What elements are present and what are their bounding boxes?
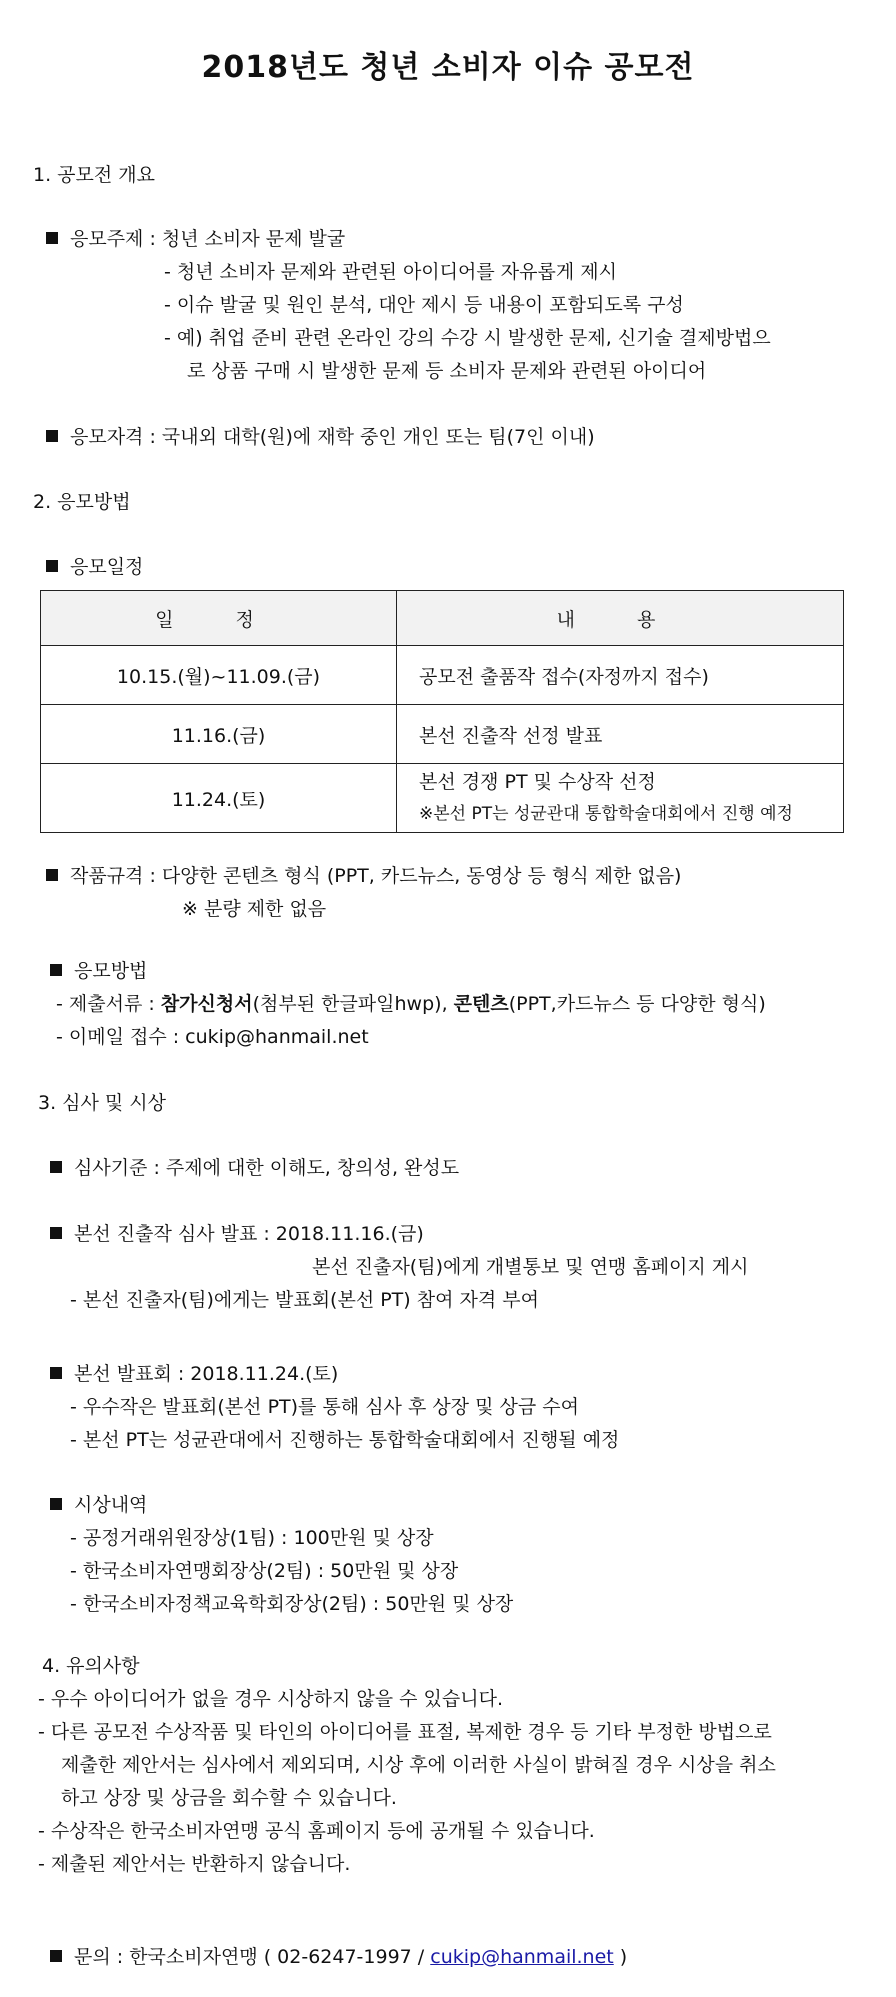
bullet-square-icon: [50, 1227, 62, 1239]
docs-mid: (첨부된 한글파일hwp),: [252, 993, 454, 1015]
topic-line: - 예) 취업 준비 관련 온라인 강의 수강 시 발생한 문제, 신기술 결제방법으: [164, 327, 771, 349]
contact-email-link[interactable]: cukip@hanmail.net: [430, 1946, 614, 1968]
schedule-content-main: 본선 경쟁 PT 및 수상작 선정: [419, 771, 656, 793]
schedule-content: 공모전 출품작 접수(자정까지 접수): [397, 646, 844, 705]
awards-label: 시상내역: [50, 1490, 147, 1517]
table-row: [41, 646, 844, 705]
schedule-label: 응모일정: [46, 552, 143, 579]
schedule-content: 본선 진출작 선정 발표: [397, 705, 844, 764]
contact: [50, 1942, 627, 1969]
schedule-content-note: ※본선 PT는 성균관대 통합학술대회에서 진행 예정: [419, 804, 793, 824]
presentation-line: - 우수작은 발표회(본선 PT)를 통해 심사 후 상장 및 상금 수여: [70, 1396, 579, 1418]
submission-docs: [56, 989, 766, 1016]
docs-content: 콘텐츠: [453, 993, 509, 1015]
bullet-square-icon: [50, 1950, 62, 1962]
bullet-square-icon: [50, 964, 62, 976]
contact-suffix: ): [613, 1946, 628, 1968]
bullet-square-icon: [46, 869, 58, 881]
notice-line: - 다른 공모전 수상작품 및 타인의 아이디어를 표절, 복제한 경우 등 기타 부정한 방법으로: [38, 1721, 772, 1743]
table-header-row: [41, 591, 844, 646]
table-row: [41, 764, 844, 833]
schedule-table: [40, 590, 844, 833]
bullet-square-icon: [50, 1367, 62, 1379]
bullet-square-icon: [46, 430, 58, 442]
submission-email: - 이메일 접수 : cukip@hanmail.net: [56, 1026, 369, 1048]
notice-line: - 수상작은 한국소비자연맹 공식 홈페이지 등에 공개될 수 있습니다.: [38, 1820, 595, 1842]
section-2-heading: 2. 응모방법: [33, 491, 131, 513]
schedule-date: 11.24.(토): [41, 764, 397, 833]
docs-tail: (PPT,카드뉴스 등 다양한 형식): [508, 993, 766, 1015]
notice-line: - 제출된 제안서는 반환하지 않습니다.: [38, 1853, 351, 1875]
eligibility: 응모자격 : 국내외 대학(원)에 재학 중인 개인 또는 팀(7인 이내): [46, 422, 595, 449]
finalist-right: - 본선 진출자(팀)에게는 발표회(본선 PT) 참여 자격 부여: [70, 1289, 539, 1311]
award-item: - 공정거래위원장상(1팀) : 100만원 및 상장: [70, 1527, 434, 1549]
topic-line: - 이슈 발굴 및 원인 분석, 대안 제시 등 내용이 포함되도록 구성: [164, 294, 684, 316]
notice-line: 제출한 제안서는 심사에서 제외되며, 시상 후에 이러한 사실이 밝혀질 경우 시상을 취소: [61, 1754, 776, 1776]
header-date: 일 정: [41, 591, 397, 646]
header-content: 내 용: [397, 591, 844, 646]
contact-prefix: 문의 : 한국소비자연맹 ( 02-6247-1997 /: [74, 1946, 431, 1968]
page-title: 2018년도 청년 소비자 이슈 공모전: [201, 50, 695, 85]
bullet-square-icon: [46, 560, 58, 572]
schedule-date: 10.15.(월)~11.09.(금): [41, 646, 397, 705]
docs-prefix: - 제출서류 :: [56, 993, 161, 1015]
bullet-square-icon: [50, 1161, 62, 1173]
finalist-notice: 본선 진출자(팀)에게 개별통보 및 연맹 홈페이지 게시: [312, 1256, 749, 1278]
spec-note: ※ 분량 제한 없음: [182, 898, 327, 920]
section-1-heading: 1. 공모전 개요: [33, 164, 155, 186]
docs-application: 참가신청서: [160, 993, 253, 1015]
topic-line: 로 상품 구매 시 발생한 문제 등 소비자 문제와 관련된 아이디어: [187, 360, 707, 382]
criteria: 심사기준 : 주제에 대한 이해도, 창의성, 완성도: [50, 1153, 459, 1180]
schedule-date: 11.16.(금): [41, 705, 397, 764]
award-item: - 한국소비자연맹회장상(2팀) : 50만원 및 상장: [70, 1560, 459, 1582]
section-3-heading: 3. 심사 및 시상: [38, 1092, 167, 1114]
presentation-line: - 본선 PT는 성균관대에서 진행하는 통합학술대회에서 진행될 예정: [70, 1429, 620, 1451]
notice-line: - 우수 아이디어가 없을 경우 시상하지 않을 수 있습니다.: [38, 1688, 504, 1710]
schedule-content: [397, 764, 844, 833]
spec: 작품규격 : 다양한 콘텐츠 형식 (PPT, 카드뉴스, 동영상 등 형식 제한 없음): [46, 861, 681, 888]
method-label: 응모방법: [50, 956, 147, 983]
notice-line: 하고 상장 및 상금을 회수할 수 있습니다.: [61, 1787, 397, 1809]
section-4-heading: 4. 유의사항: [42, 1655, 140, 1677]
bullet-square-icon: [50, 1498, 62, 1510]
presentation: 본선 발표회 : 2018.11.24.(토): [50, 1359, 338, 1386]
topic-item: 응모주제 : 청년 소비자 문제 발굴: [46, 224, 345, 251]
bullet-square-icon: [46, 232, 58, 244]
table-row: [41, 705, 844, 764]
finalist-announcement: 본선 진출작 심사 발표 : 2018.11.16.(금): [50, 1219, 424, 1246]
topic-line: - 청년 소비자 문제와 관련된 아이디어를 자유롭게 제시: [164, 261, 617, 283]
award-item: - 한국소비자정책교육학회장상(2팀) : 50만원 및 상장: [70, 1593, 514, 1615]
